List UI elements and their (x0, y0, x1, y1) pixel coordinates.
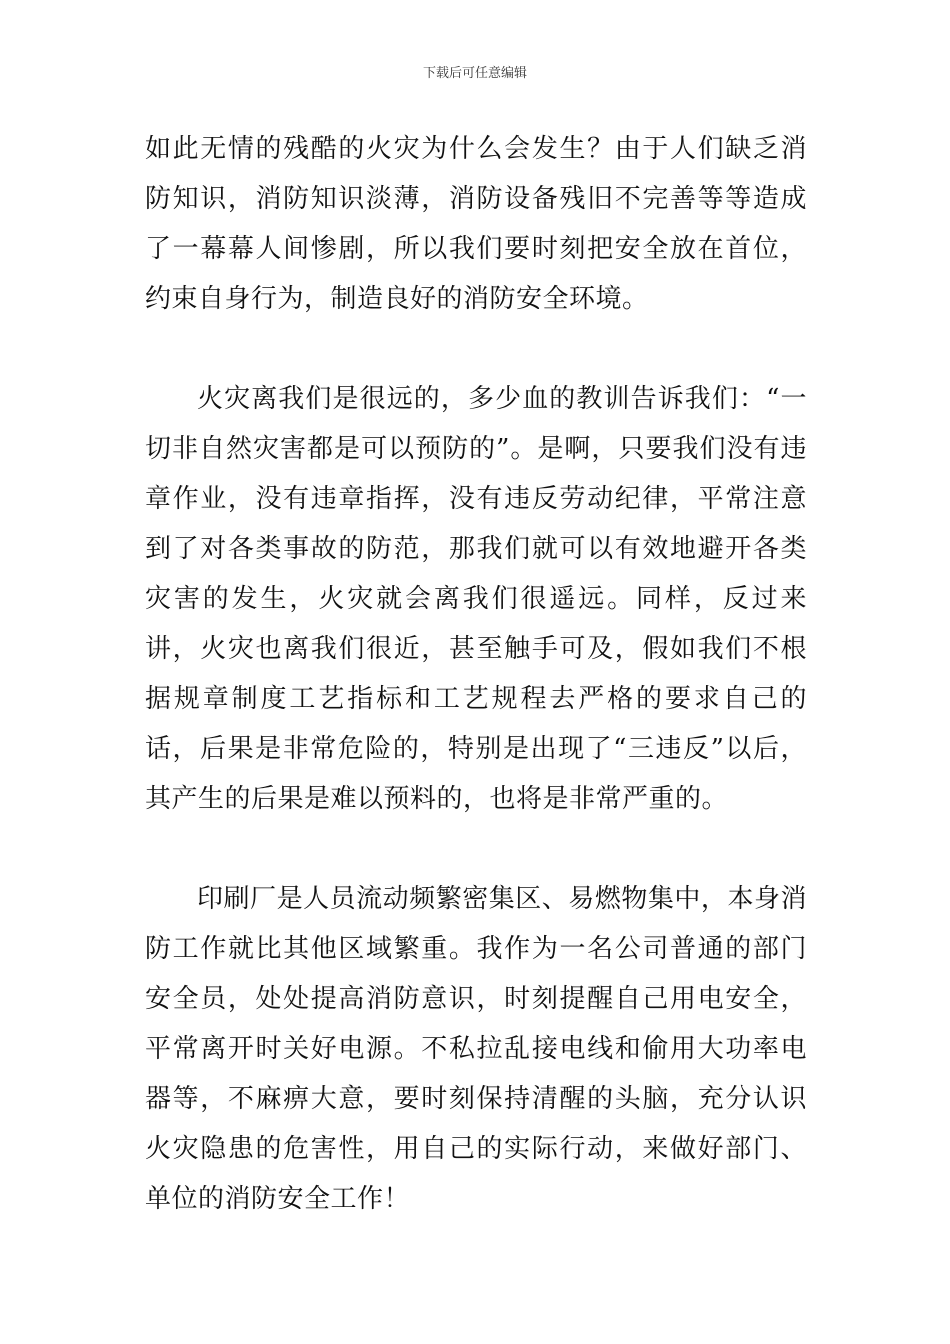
paragraph-fire-prevention: 火灾离我们是很远的，多少血的教训告诉我们：“一切非自然灾害都是可以预防的”。是啊，只要我们没有违章作业，没有违章指挥，没有违反劳动纪律，平常注意到了对各类事故的防范，那我们就可以有效地避开各类灾害的发生，火灾就会离我们很遥远。同样，反过来讲，火灾也离我们很近，甚至触手可及，假如我们不根据规章制度工艺指标和工艺规程去严格的要求自己的话，后果是非常危险的，特别是出现了“三违反”以后，其产生的后果是难以预料的，也将是非常严重的。 (145, 384, 807, 814)
page-header: 下载后可任意编辑 (422, 66, 527, 81)
paragraph-continuation: 如此无情的残酷的火灾为什么会发生？由于人们缺乏消防知识，消防知识淡薄，消防设备残旧不完善等等造成了一幕幕人间惨剧，所以我们要时刻把安全放在首位，约束自身行为，制造良好的消防安全环境。 (145, 134, 807, 314)
document-body (145, 124, 807, 1224)
paragraph-printing-factory: 印刷厂是人员流动频繁密集区、易燃物集中，本身消防工作就比其他区域繁重。我作为一名公司普通的部门安全员，处处提高消防意识，时刻提醒自己用电安全，平常离开时关好电源。不私拉乱接电线和偷用大功率电器等，不麻痹大意，要时刻保持清醒的头脑，充分认识火灾隐患的危害性，用自己的实际行动，来做好部门、单位的消防安全工作！ (145, 884, 807, 1214)
